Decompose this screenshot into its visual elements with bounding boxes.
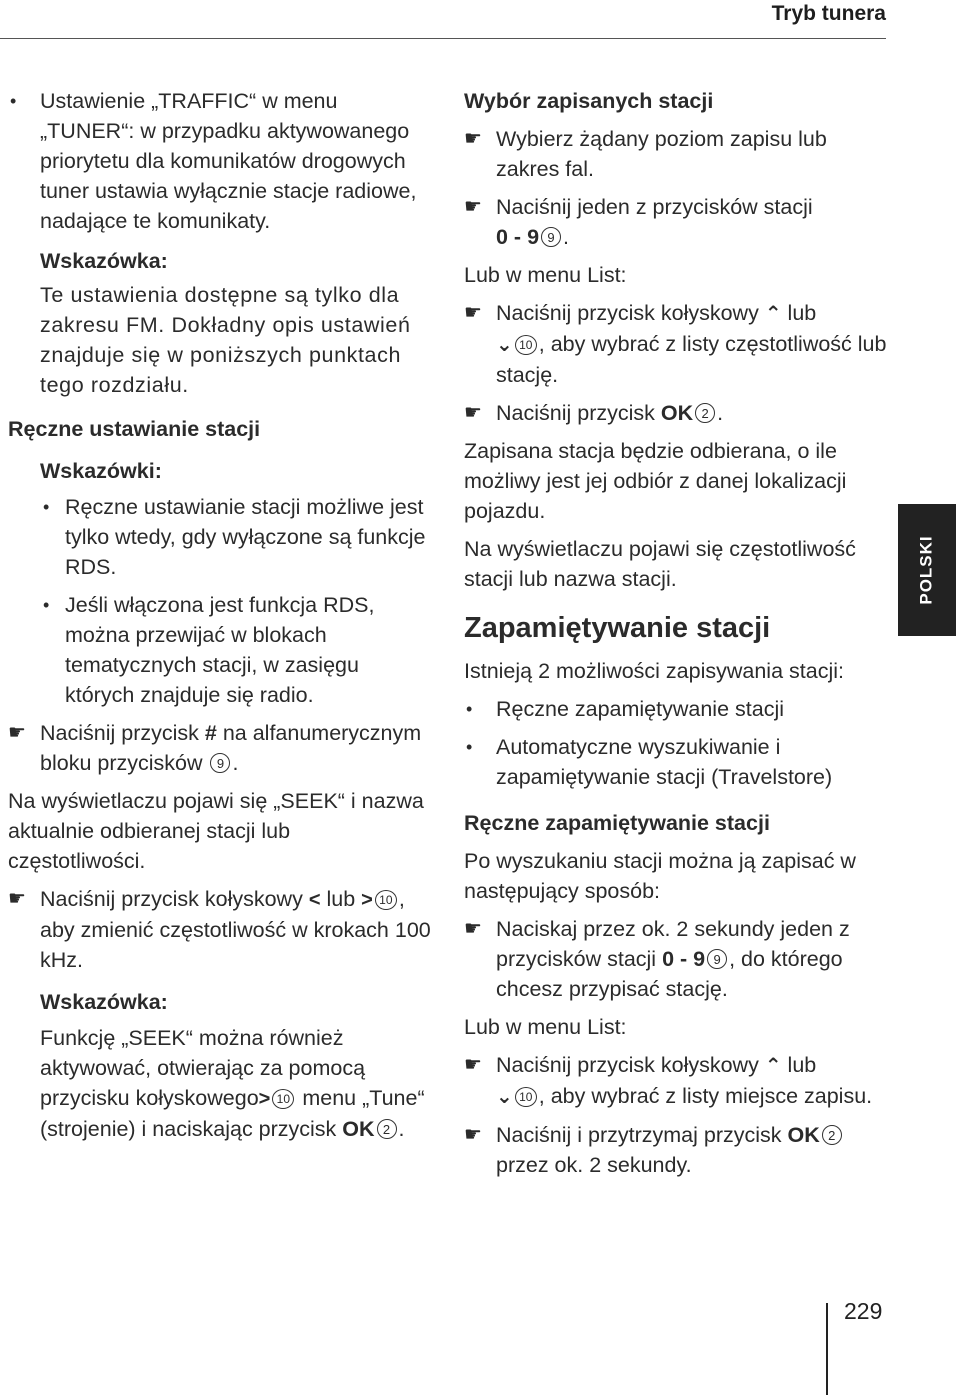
- pointing-hand-icon: ☛: [464, 1054, 482, 1076]
- note-bullet-rds-off: • Ręczne ustawianie stacji możliwe jest tylko wtedy, gdy wyłączone są funkcje RDS.: [8, 492, 432, 582]
- page-number-divider: [826, 1303, 828, 1395]
- note-heading-seek: Wskazówka:: [40, 990, 168, 1014]
- key-number-badge: 2: [822, 1125, 842, 1145]
- key-number-badge: 10: [272, 1089, 294, 1109]
- key-number-badge: 9: [541, 227, 561, 247]
- section-heading-manual-store: Ręczne zapamiętywanie stacji: [464, 811, 770, 835]
- instruction-ok-key: ☛ Naciśnij przycisk OK 2 .: [464, 401, 724, 425]
- key-number-badge: 9: [210, 753, 230, 773]
- header-divider: [0, 38, 886, 39]
- pointing-hand-icon: ☛: [8, 888, 26, 910]
- instruction-hold-station-key: ☛ Naciskaj przez ok. 2 sekundy jeden z przycisków stacji 0 - 9 9 , do którego chcesz przypisać stację.: [464, 917, 850, 1001]
- right-column: [464, 86, 888, 1180]
- chevron-right-icon: >: [361, 889, 373, 911]
- instruction-rocker-slot: ☛ Naciśnij przycisk kołyskowy ⌃ lub ⌄ 10 , aby wybrać z listy miejsce zapisu.: [464, 1053, 873, 1108]
- pointing-hand-icon: ☛: [464, 1124, 482, 1146]
- pointing-hand-icon: ☛: [464, 918, 482, 940]
- instruction-rocker-list: ☛ Naciśnij przycisk kołyskowy ⌃ lub ⌄ 10 , aby wybrać z listy częstotliwość lub stację.: [464, 301, 887, 387]
- page-header-title: Tryb tunera: [771, 2, 886, 25]
- key-number-badge: 9: [707, 949, 727, 969]
- section-heading-select-stored: Wybór zapisanych stacji: [464, 89, 714, 113]
- pointing-hand-icon: ☛: [464, 402, 482, 424]
- instruction-hold-ok: ☛ Naciśnij i przytrzymaj przycisk OK 2 przez ok. 2 sekundy.: [464, 1120, 888, 1180]
- notes-heading: Wskazówki:: [40, 459, 162, 483]
- chevron-up-icon: ⌃: [764, 1055, 782, 1077]
- list-menu-text-2: Lub w menu List:: [464, 1015, 627, 1039]
- section-heading-manual-tuning: Ręczne ustawianie stacji: [8, 417, 261, 441]
- chevron-down-icon: ⌄: [496, 334, 513, 356]
- pointing-hand-icon: ☛: [464, 196, 482, 218]
- list-menu-text: Lub w menu List:: [464, 263, 627, 287]
- note-bullet-rds-on: • Jeśli włączona jest funkcja RDS, można przewijać w blokach tematycznych stacji, w zasięgu których znajduje się radio.: [8, 590, 432, 710]
- note-heading: Wskazówka:: [40, 249, 168, 273]
- key-number-badge: 10: [515, 335, 537, 355]
- instruction-rocker-frequency: ☛ Naciśnij przycisk kołyskowy < lub > 10 , aby zmienić częstotliwość w krokach 100 kHz.: [8, 887, 431, 972]
- note-seek-text: Funkcję „SEEK“ można również aktywować, otwierając za pomocą przycisku kołyskowego> 10 menu „Tune“ (strojenie) i naciskając przycisk OK 2 .: [40, 1026, 425, 1141]
- pointing-hand-icon: ☛: [464, 302, 482, 324]
- display-frequency-paragraph: Na wyświetlaczu pojawi się częstotliwość stacji lub nazwa stacji.: [464, 537, 856, 591]
- language-tab: [898, 504, 956, 636]
- pointing-hand-icon: ☛: [464, 128, 482, 150]
- option-manual-store: • Ręczne zapamiętywanie stacji: [464, 694, 888, 724]
- key-number-badge: 2: [695, 403, 715, 423]
- key-number-badge: 10: [515, 1087, 537, 1107]
- chevron-right-icon: >: [258, 1088, 271, 1110]
- storing-options-intro: Istnieją 2 możliwości zapisywania stacji:: [464, 659, 844, 683]
- chevron-left-icon: <: [308, 889, 321, 911]
- option-travelstore: • Automatyczne wyszukiwanie i zapamiętywanie stacji (Travelstore): [464, 732, 888, 792]
- display-seek-paragraph: Na wyświetlaczu pojawi się „SEEK“ i nazwa aktualnie odbieranej stacji lub częstotliwości.: [8, 789, 424, 873]
- manual-store-intro: Po wyszukaniu stacji można ją zapisać w następujący sposób:: [464, 849, 856, 903]
- chevron-down-icon: ⌄: [496, 1086, 513, 1108]
- left-column: [8, 86, 432, 1144]
- instruction-station-key: ☛ Naciśnij jeden z przycisków stacji 0 - 9 9 .: [464, 195, 813, 249]
- key-number-badge: 10: [375, 890, 397, 910]
- chevron-up-icon: ⌃: [764, 303, 782, 325]
- traffic-bullet: • Ustawienie „TRAFFIC“ w menu „TUNER“: w przypadku aktywowanego priorytetu dla komunikatów drogowych tuner ustawia wyłącznie stacje radiowe, nadające te komunikaty.: [8, 86, 432, 236]
- note-text: Te ustawienia dostępne są tylko dla zakresu FM. Dokładny opis ustawień znajduje się w poniższych punktach tego rozdziału.: [40, 283, 411, 397]
- instruction-select-level: ☛ Wybierz żądany poziom zapisu lub zakres fal.: [464, 127, 827, 181]
- key-number-badge: 2: [377, 1119, 397, 1139]
- section-heading-storing: Zapamiętywanie stacji: [464, 612, 771, 644]
- instruction-hash-key: ☛ Naciśnij przycisk # na alfanumerycznym bloku przycisków 9 .: [8, 721, 422, 775]
- stored-station-paragraph: Zapisana stacja będzie odbierana, o ile możliwy jest jej odbiór z danej lokalizacji pojazdu.: [464, 439, 847, 523]
- pointing-hand-icon: ☛: [8, 722, 26, 744]
- language-tab-label: POLSKI: [917, 535, 937, 605]
- page-number: 229: [844, 1298, 883, 1324]
